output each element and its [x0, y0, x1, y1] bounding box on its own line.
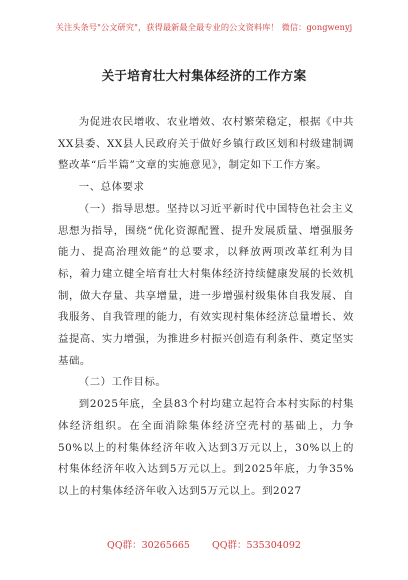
- footer-qq-group-2: QQ群：535304092: [211, 540, 301, 551]
- paragraph-guiding-ideology: （一）指导思想。坚持以习近平新时代中国特色社会主义思想为指导，围绕“优化资源配置、提升发展质量、增强服务能力、提高治理效能”的总要求，以释放两项改革红利为目标，着力建立健全培育壮大村集体经济持续健康发展的长效机制，做大存量、共享增量，进一步增强村级集体自我发展、自我服务、自我管理的能力，有效实现村集体经济总量增长、效益提高、实力增强，为推进乡村振兴创造有利条件、奠定坚实基础。: [58, 202, 354, 367]
- paragraph-work-goals: 到2025年底，全县83个村均建立起符合本村实际的村集体经济组织。在全面消除集体经济空壳村的基础上，力争50%以上的村集体经济年收入达到3万元以上，30%以上的村集体经济年收入达到5万元以上。到2025年底，力争35%以上的村集体经济年收入达到5万元以上。到2027: [58, 398, 354, 497]
- paragraph-intro: 为促进农民增收、农业增效、农村繁荣稳定，根据《中共XX县委、XX县人民政府关于做好乡镇行政区划和村级建制调整改革“后半篇”文章的实施意见》，制定如下工作方案。: [58, 116, 354, 172]
- document-title: 关于培育壮大村集体经济的工作方案: [101, 68, 307, 83]
- subsection-heading-work-goals: （二）工作目标。: [78, 376, 167, 389]
- header-banner: 关注头条号"公文研究"，获得最新最全最专业的公文资料库！ 微信：gongwenyj: [55, 22, 353, 32]
- document-body: [58, 112, 354, 503]
- section-heading-general-requirements: 一、总体要求: [78, 181, 145, 194]
- footer-banner: [0, 537, 408, 551]
- footer-qq-group-1: QQ群：30265665: [107, 540, 190, 551]
